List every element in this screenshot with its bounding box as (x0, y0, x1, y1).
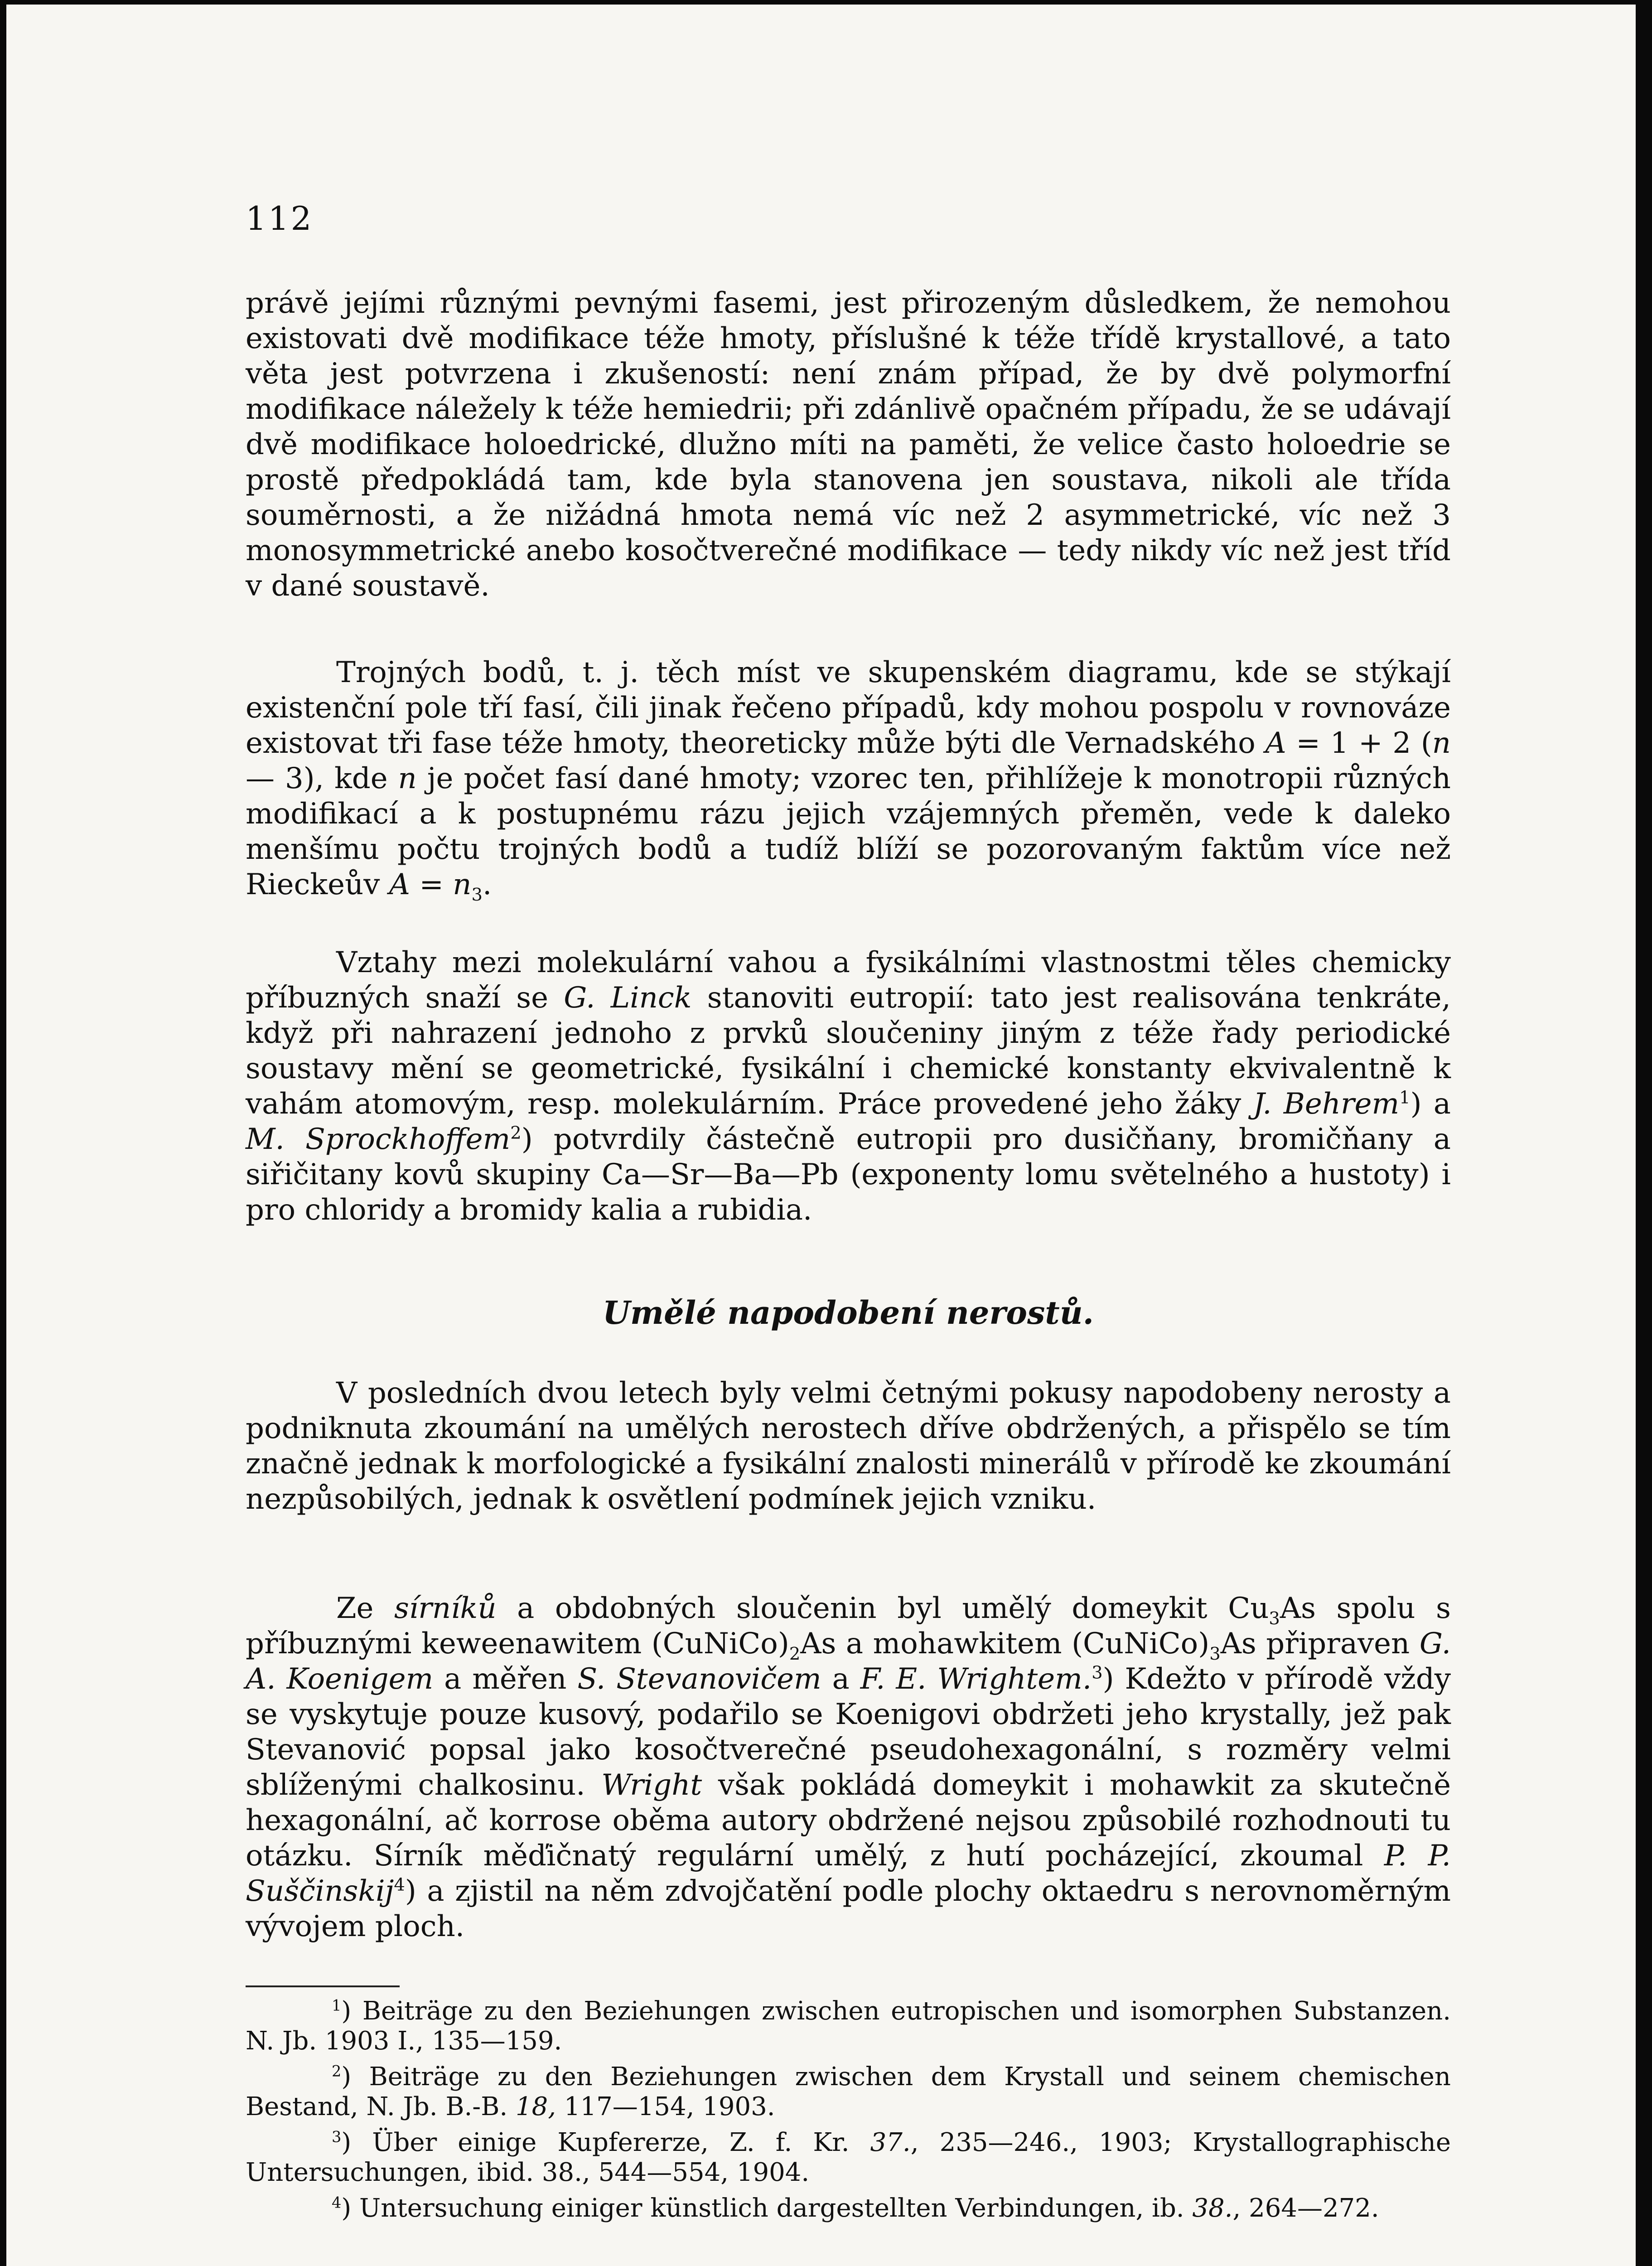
book-page (6, 5, 1636, 2266)
footnote-2: $^2$) Beiträge zu den Beziehungen zwischen dem Krystall und seinem chemischen Bestand, N. Jb. B.-B. 18, 117—154, 1903. (246, 2062, 1451, 2121)
footnote-ref: 2 (510, 1123, 522, 1143)
footnote-3: $^3$) Über einige Kupfererze, Z. f. Kr. 37., 235—246., 1903; Krystallographische Untersuchungen, ibid. 38., 544—554, 1904. (246, 2128, 1451, 2187)
footnote-divider (246, 1985, 400, 1987)
author-name: G. A. Koenigem (246, 1627, 1451, 1696)
section-heading: Umělé napodobení nerostů. (602, 1294, 1094, 1332)
author-name: Wright (601, 1768, 702, 1802)
footnote-ref: 4 (394, 1874, 405, 1895)
footnote-4: $^4$) Untersuchung einiger künstlich dargestellten Verbindungen, ib. 38., 264—272. (332, 2193, 1379, 2223)
paragraph-sulfides: Ze sírníků a obdobných sloučenin byl umělý domeykit $Cu_3As$ spolu s příbuznými keweenawitem $(CuNiCo)_2As$ a mohawkitem $(CuNiCo)_3As$ připraven G. A. Koenigem a měřen S. Stevanovičem a F. E. Wrightem.$^3$) Kdežto v přírodě vždy se vyskytuje pouze kusový, podařilo se Koenigovi obdržeti jeho krystally, jež pak Stevanović popsal jako kosočtverečné pseudohexagonální, s rozměry velmi sblíženými chalkosinu. Wright však pokládá domeykit i mohawkit za skutečně hexagonální, ač korrose oběma autory obdržené nejsou způsobilé rozhodnouti tu otázku. Sírník měďičnatý regulární umělý, z hutí pocházející, zkoumal P. P. Suščinskij$^4$) a zjistil na něm zdvojčatění podle plochy oktaedru s nerovnoměrným vývojem ploch. (246, 1592, 1451, 1943)
footnote-1: $^1$) Beiträge zu den Beziehungen zwischen eutropischen und isomorphen Substanzen. N. Jb. 1903 I., 135—159. (246, 1996, 1451, 2056)
paragraph-eutropy: Vztahy mezi molekulární vahou a fysikálními vlastnostmi těles chemicky příbuzných snaží se G. Linck stanoviti eutropií: tato jest realisována tenkráte, když při nahrazení jednoho z prvků sloučeniny jiným z téže řady periodické soustavy mění se geometrické, fysikální i chemické konstanty ekvivalentně k vahám atomovým, resp. molekulárním. Práce provedené jeho žáky J. Behrem$^1$) a M. Sprockhoffem$^2$) potvrdily částečně eutropii pro dusičňany, bromičňany a siřičitany kovů skupiny Ca—Sr—Ba—Pb (exponenty lomu světelného a hustoty) i pro chloridy a bromidy kalia a rubidia. (246, 946, 1451, 1227)
footnote-ref: 3 (1092, 1662, 1103, 1683)
author-name: P. P. Suščinskij (246, 1839, 1451, 1908)
page-number: 112 (246, 199, 314, 237)
author-name: M. Sprockhoffem (246, 1123, 511, 1156)
footnote-ref: 1 (1399, 1087, 1410, 1108)
author-name: F. E. Wrightem. (860, 1662, 1092, 1696)
paragraph-continuation: právě jejími různými pevnými fasemi, jest přirozeným důsledkem, že nemohou existovati dvě modifikace téže hmoty, příslušné k téže třídě krystallové, a tato věta jest potvrzena i zkušeností: není znám případ, že by dvě polymorfní modifikace náležely k téže hemiedrii; při zdánlivě opačném případu, že se udávají dvě modifikace holoedrické, dlužno míti na paměti, že velice často holoedrie se prostě předpokládá tam, kde byla stanovena jen soustava, nikoli ale třída souměrnosti, a že nižádná hmota nemá víc než 2 asymmetrické, víc než 3 monosymmetrické anebo kosočtverečné modifikace — tedy nikdy víc než jest tříd v dané soustavě. (246, 286, 1451, 603)
paragraph-artificial-minerals: V posledních dvou letech byly velmi četnými pokusy napodobeny nerosty a podniknuta zkoumání na umělých nerostech dříve obdržených, a přispělo se tím značně jednak k morfologické a fysikální znalosti minerálů v přírodě ke zkoumání nezpůsobilých, jednak k osvětlení podmínek jejich vzniku. (246, 1376, 1451, 1516)
author-name: J. Behrem (1253, 1087, 1400, 1121)
paragraph-triple-points: Trojných bodů, t. j. těch míst ve skupenském diagramu, kde se stýkají existenční pole tří fasí, čili jinak řečeno případů, kdy mohou pospolu v rovnováze existovat tři fase téže hmoty, theoreticky může býti dle Vernadského A = 1 + 2 (n — 3), kde n je počet fasí dané hmoty; vzorec ten, přihlížeje k monotropii různých modifikací a k postupnému rázu jejich vzájemných přeměn, vede k daleko menšímu počtu trojných bodů a tudíž blíží se pozorovaným faktům více než Rieckeův $A = n_3$. (246, 656, 1451, 905)
author-name: G. Linck (564, 981, 692, 1015)
author-name: S. Stevanovičem (577, 1662, 821, 1696)
